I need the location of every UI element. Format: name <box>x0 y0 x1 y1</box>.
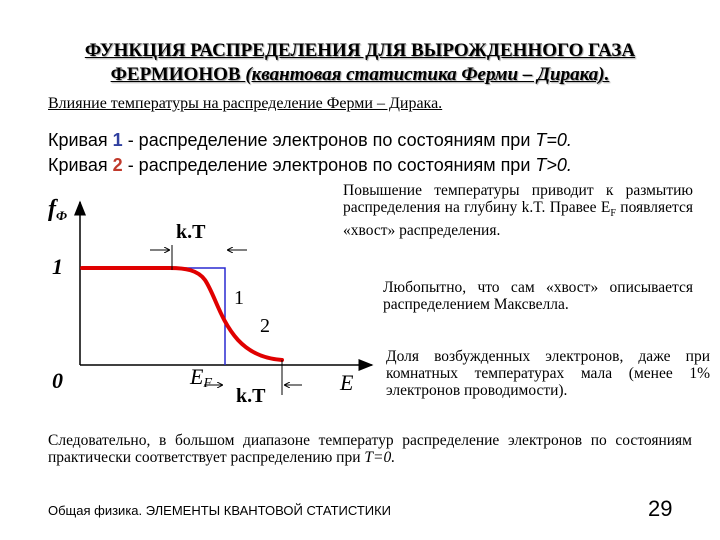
curve-1-text: - распределение электронов по состояниям при <box>122 130 536 150</box>
curve-2-prefix: Кривая <box>48 155 113 175</box>
y-axis-label: fФ <box>48 196 68 223</box>
title-line-2 <box>0 64 720 86</box>
conclusion-condition: T=0. <box>364 449 396 466</box>
title-italic: (квантовая статистика Ферми – Дирака). <box>245 64 610 85</box>
title-main: ФЕРМИОНОВ <box>110 64 246 85</box>
curve-1-condition: T=0. <box>535 130 572 150</box>
x-axis-label: E <box>340 370 354 395</box>
footer-course-title: Общая физика. ЭЛЕМЕНТЫ КВАНТОВОЙ СТАТИСТИКИ <box>48 503 392 518</box>
fermi-dirac-graph <box>0 180 390 410</box>
page-number: 29 <box>648 496 673 521</box>
title-line-1: ФУНКЦИЯ РАСПРЕДЕЛЕНИЯ ДЛЯ ВЫРОЖДЕННОГО ГАЗА <box>84 40 636 61</box>
curve-2-condition: T>0. <box>535 155 572 175</box>
curve-2-number: 2 <box>112 155 123 175</box>
curve-1-prefix: Кривая <box>48 130 113 150</box>
distribution-curve <box>82 268 282 360</box>
kt-top-label: k.T <box>176 221 206 243</box>
paragraph-excited-fraction: Доля возбужденных электронов, даже при комнатных температурах мала (менее 1% электронов проводимости). <box>386 348 710 399</box>
p1-text: Повышение температуры приводит к размытию распределения на глубину k.T. Правее E <box>343 182 693 216</box>
fermi-energy-label: EF <box>190 364 213 391</box>
curve-2-description <box>48 155 572 176</box>
y-one-label: 1 <box>52 254 63 279</box>
curve-1-label: 1 <box>234 287 244 309</box>
curve-2-label: 2 <box>260 315 270 337</box>
p1-end: появляется «хвост» распределения. <box>343 199 693 240</box>
paragraph-maxwell-tail: Любопытно, что сам «хвост» описывается распределением Максвелла. <box>383 279 693 313</box>
kt-bottom-label: k.T <box>236 385 266 407</box>
origin-label: 0 <box>52 368 63 393</box>
paragraph-temperature-blur <box>343 182 693 239</box>
subtitle: Влияние температуры на распределение Ферми – Дирака. <box>48 95 443 112</box>
curve-2-text: - распределение электронов по состояниям при <box>122 155 536 175</box>
p1-sub: F <box>610 208 616 220</box>
conclusion-text: Следовательно, в большом диапазоне температур распределение электронов по состояниям практически соответствует распределению при <box>48 432 692 466</box>
curve-1-number: 1 <box>112 130 123 150</box>
conclusion-paragraph <box>48 432 692 466</box>
curve-1-description <box>48 130 572 151</box>
step-distribution-line <box>172 268 225 365</box>
